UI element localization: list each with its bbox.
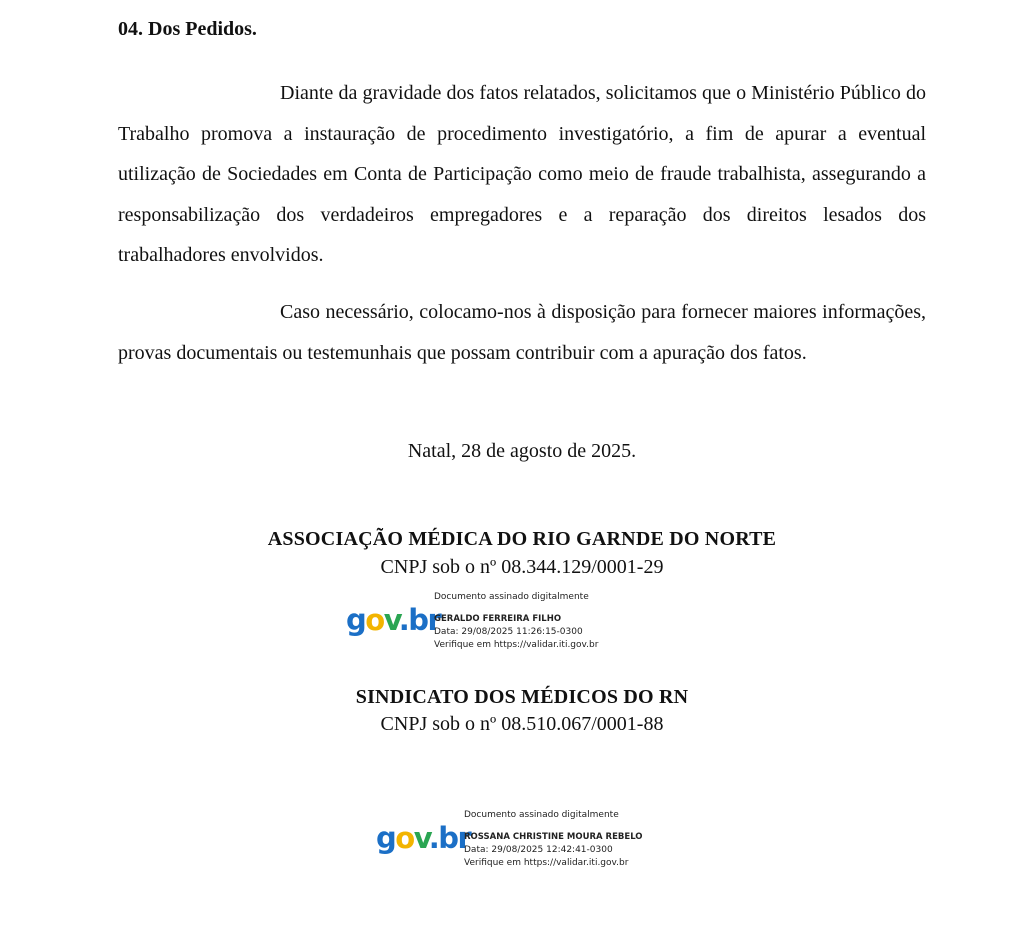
paragraph-requests: Diante da gravidade dos fatos relatados, solicitamos que o Ministério Público do Trabalho promova a instauração de procedimento investigatório, a fim de apurar a eventual utilização de Sociedades em Conta de Participação como meio de fraude trabalhista, assegurando a responsabilização dos verdadeiros empregadores e a reparação dos direitos lesados dos trabalhadores envolvidos. xyxy=(118,82,926,266)
signature-date: Data: 29/08/2025 12:42:41-0300 xyxy=(464,845,613,855)
signature-verify-link: Verifique em https://validar.iti.gov.br xyxy=(464,858,629,868)
organization-cnpj-ameorn: CNPJ sob o nº 08.344.129/0001-29 xyxy=(380,556,664,578)
govbr-logo: gov.br xyxy=(376,821,471,855)
govbr-logo: gov.br xyxy=(346,603,441,637)
organization-name-sinmed: SINDICATO DOS MÉDICOS DO RN xyxy=(355,686,689,708)
signature-verify-link: Verifique em https://validar.iti.gov.br xyxy=(434,640,599,650)
signature-date: Data: 29/08/2025 11:26:15-0300 xyxy=(434,627,583,637)
section-heading: 04. Dos Pedidos. xyxy=(118,18,257,40)
organization-name-ameorn: ASSOCIAÇÃO MÉDICA DO RIO GARNDE DO NORTE xyxy=(267,528,777,550)
signer-name: ROSSANA CHRISTINE MOURA REBELO xyxy=(464,832,643,842)
date-line: Natal, 28 de agosto de 2025. xyxy=(407,440,637,462)
signature-caption: Documento assinado digitalmente xyxy=(464,810,619,820)
organization-cnpj-sinmed: CNPJ sob o nº 08.510.067/0001-88 xyxy=(380,713,664,735)
signature-caption: Documento assinado digitalmente xyxy=(434,592,589,602)
signer-name: GERALDO FERREIRA FILHO xyxy=(434,614,562,624)
paragraph-availability: Caso necessário, colocamo-nos à disposição para fornecer maiores informações, provas documentais ou testemunhais que possam contribuir com a apuração dos fatos. xyxy=(118,301,926,364)
